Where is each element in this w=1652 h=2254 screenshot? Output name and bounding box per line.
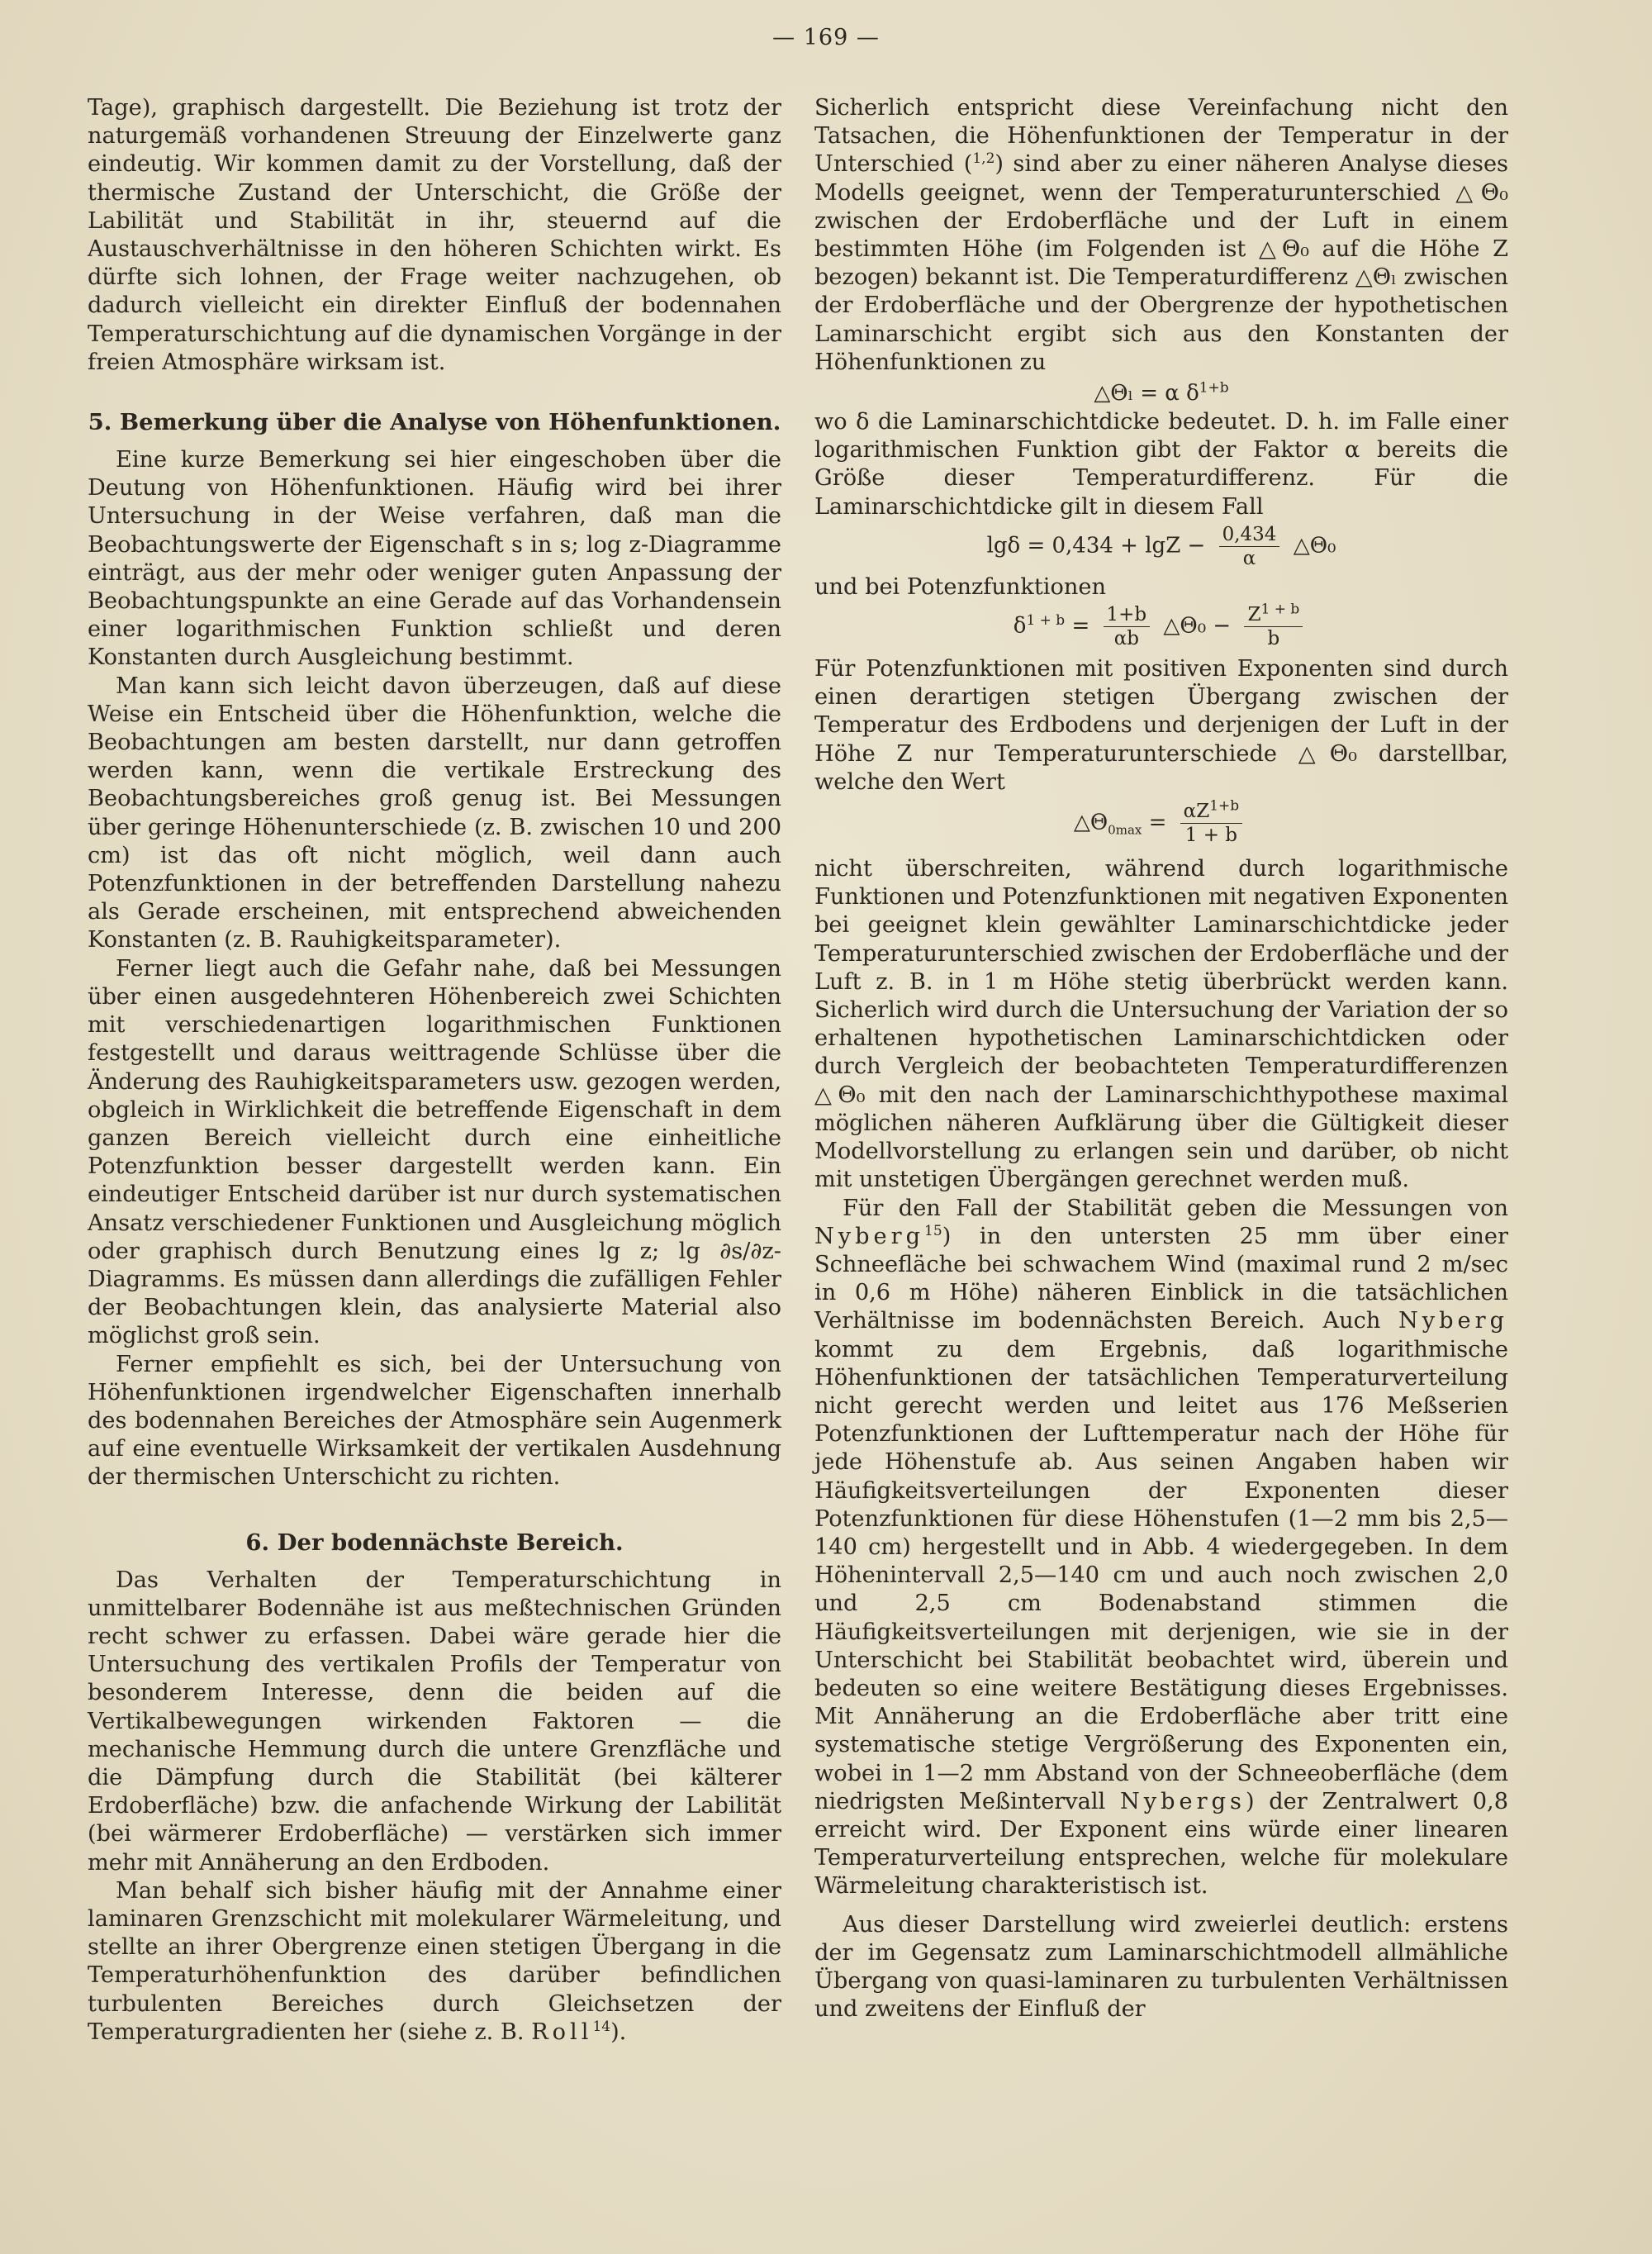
fraction-numerator (1244, 603, 1303, 627)
formula-exponent: 1 + b (1260, 601, 1300, 618)
formula-laminar-thickness-log (814, 523, 1508, 570)
paragraph: und bei Potenzfunktionen (814, 573, 1106, 600)
formula-fraction (1180, 797, 1242, 847)
author-name: Nyberg (814, 1223, 925, 1249)
formula-exponent: 1+b (1199, 379, 1229, 397)
paragraph-text: Man behalf sich bisher häufig mit der Annahme einer laminaren Grenzschicht mit molekularer Wärmeleitung, und stellte an ihrer Obergrenze einen stetigen Übergang in die Temperaturhöhenfunktion des darüber befindlichen turbulenten Bereiches durch Gleichsetzen der Temperaturgradienten her (siehe z. B. (88, 1877, 781, 2045)
formula-subscript: 0max (1108, 822, 1142, 838)
fraction-numerator: 0,434 (1219, 523, 1280, 547)
fraction-denominator: 1 + b (1184, 825, 1238, 847)
author-name: Nybergs (1119, 1788, 1246, 1814)
formula-fraction (1244, 603, 1303, 650)
numerator-base: Z (1247, 604, 1261, 626)
formula-exponent: 1 + b (1026, 611, 1066, 629)
paragraph-text: ) der Zentralwert 0,8 erreicht wird. Der Exponent eins würde einer linearen Temperaturverteilung entsprechen, welche für molekulare Wärmeleitung charakteristisch ist. (814, 1788, 1508, 1900)
fraction-denominator: αb (1113, 628, 1139, 650)
author-name: Roll (531, 2019, 593, 2045)
paragraph-text: Für den Fall der Stabilität geben die Messungen von (843, 1195, 1508, 1221)
formula-rhs: △Θ₀ (1293, 533, 1336, 559)
paragraph-text: ) in den untersten 25 mm über einer Schneefläche bei schwachem Wind (maximal rund 2 m/sec in 0,6 m Höhe) näheren Einblick in die tatsächlichen Verhältnisse im bodennächsten Bereich. Auch (814, 1223, 1508, 1334)
paragraph: Ferner liegt auch die Gefahr nahe, daß bei Messungen über einen ausgedehnteren Höhenbereich zwei Schichten mit verschiedenartigen logarithmischen Funktionen festgestellt und daraus weittragende Schlüsse über die Änderung des Rauhigkeitsparameters usw. gezogen werden, obgleich in Wirklichkeit die betreffende Eigenschaft in dem ganzen Bereich vielleicht durch eine einheitliche Potenzfunktion besser dargestellt werden kann. Ein eindeutiger Entscheid darüber ist nur durch systematischen Ansatz verschiedener Funktionen und Ausgleichung möglich oder graphisch durch Benutzung eines lg z; lg ∂s/∂z-Diagramms. Es müssen dann allerdings die zufälligen Fehler der Beobachtungen klein, das analysierte Material also möglichst groß sein. (88, 955, 781, 1349)
paragraph (814, 94, 1508, 377)
paragraph-text: ) sind aber zu einer näheren Analyse dieses Modells geeignet, wenn der Temperaturunterschied △Θ₀ zwischen der Erdoberfläche und der Luft in einem bestimmten Höhe (im Folgenden ist △Θ₀ auf die Höhe Z bezogen) bekannt ist. Die Temperaturdifferenz △Θₗ zwischen der Erdoberfläche und der Obergrenze der hypothetischen Laminarschicht ergibt sich aus den Konstanten der Höhenfunktionen zu (814, 151, 1508, 375)
formula-fraction (1104, 603, 1151, 650)
reference-number: 15 (924, 1222, 942, 1239)
page-number: — 169 — (772, 25, 880, 50)
paragraph: Für Potenzfunktionen mit positiven Exponenten sind durch einen derartigen stetigen Übergang zwischen der Temperatur des Erdbodens und derjenigen der Luft in der Höhe Z nur Temperaturunterschiede △Θ₀ darstellbar, welche den Wert (814, 656, 1508, 795)
paragraph-text: Sicherlich entspricht diese Vereinfachung nicht den Tatsachen, die Höhenfunktionen der Temperatur in der Unterschied ( (814, 95, 1508, 178)
formula-laminar-thickness-power (814, 603, 1508, 650)
paragraph: Eine kurze Bemerkung sei hier eingeschoben über die Deutung von Höhenfunktionen. Häufig wird bei ihrer Untersuchung in der Weise verfahren, daß man die Beobachtungswerte der Eigenschaft s in s; log z-Diagramme einträgt, aus der mehr oder weniger guten Anpassung der Beobachtungspunkte an eine Gerade auf das Vorhandensein einer logarithmischen Funktion schließt und deren Konstanten durch Ausgleichung bestimmt. (88, 447, 781, 671)
paragraph (88, 1877, 781, 2047)
paragraph: Ferner empfiehlt es sich, bei der Untersuchung von Höhenfunktionen irgendwelcher Eigenschaften innerhalb des bodennahen Bereiches der Atmosphäre sein Augenmerk auf eine eventuelle Wirksamkeit der vertikalen Ausdehnung der thermischen Unterschicht zu richten. (88, 1351, 781, 1491)
section-6-heading: 6. Der bodennächste Bereich. (245, 1529, 624, 1556)
formula-equals: = (1148, 810, 1167, 835)
paragraph: Tage), graphisch dargestellt. Die Beziehung ist trotz der naturgemäß vorhandenen Streuung der Einzelwerte ganz eindeutig. Wir kommen damit zu der Vorstellung, daß der thermische Zustand der Unterschicht, die Größe der Labilität und Stabilität in ihr, steuernd auf die Austauschverhältnisse in den höheren Schichten wirkt. Es dürfte sich lohnen, der Frage weiter nachzugehen, ob dadurch vielleicht ein direkter Einfluß der bodennahen Temperaturschichtung auf die dynamischen Vorgänge in der freien Atmosphäre wirksam ist. (88, 95, 781, 375)
section-5-heading: 5. Bemerkung über die Analyse von Höhenfunktionen. (88, 409, 781, 436)
formula-exponent: 1+b (1209, 797, 1240, 815)
reference-number: 14 (592, 2018, 611, 2035)
fraction-numerator: 1+b (1104, 603, 1151, 627)
formula-lhs: △Θₗ = α δ (1094, 381, 1199, 407)
paragraph: nicht überschreiten, während durch logarithmische Funktionen und Potenzfunktionen mit negativen Exponenten bei geeignet klein gewählter Laminarschichtdicke jeder Temperaturunterschied zwischen der Erdoberfläche und der Luft z. B. in 1 m Höhe stetig überbrückt werden kann. Sicherlich wird durch die Untersuchung der Variation der so erhaltenen hypothetischen Laminarschichtdicken oder durch Vergleich der beobachteten Temperaturdifferenzen △Θ₀ mit den nach der Laminarschichthypothese maximal möglichen näheren Aufklärung über die Gültigkeit dieser Modellvorstellung zu erlangen sein und darüber, ob nicht mit unstetigen Übergängen gerechnet werden muß. (814, 856, 1508, 1193)
author-name: Nyberg (1398, 1308, 1508, 1334)
formula-equals: = (1071, 613, 1090, 639)
paragraph: Das Verhalten der Temperaturschichtung in unmittelbarer Bodennähe ist aus meßtechnischen Gründen recht schwer zu erfassen. Dabei wäre gerade hier die Untersuchung des vertikalen Profils der Temperatur von besonderem Interesse, denn die beiden auf die Vertikalbewegungen wirkenden Faktoren — die mechanische Hemmung durch die untere Grenzfläche und die Dämpfung durch die Stabilität (bei kälterer Erdoberfläche) bzw. die anfachende Wirkung der Labilität (bei wärmerer Erdoberfläche) — verstärken sich immer mehr mit Annäherung an den Erdboden. (88, 1567, 781, 1876)
formula-fraction (1219, 523, 1280, 570)
fraction-numerator (1180, 797, 1242, 824)
reference-number: 1,2 (972, 150, 995, 168)
paragraph-text: kommt zu dem Ergebnis, daß logarithmische Höhenfunktionen der tatsächlichen Temperaturverteilung nicht gerecht werden und leitet aus 176 Meßserien Potenzfunktionen der Lufttemperatur nach der Höhe für jede Höhenstufe ab. Aus seinen Angaben haben wir Häufigkeitsverteilungen der Exponenten dieser Potenzfunktionen für diese Höhenstufen (1—2 mm bis 2,5—140 cm) hergestellt und in Abb. 4 wiedergegeben. In dem Höhenintervall 2,5—140 cm und auch noch zwischen 2,0 und 2,5 cm Bodenabstand stimmen die Häufigkeitsverteilungen mit derjenigen, wie sie in der Unterschicht bei Stabilität beobachtet wird, überein und bedeuten so eine weitere Bestätigung dieses Ergebnisses. Mit Annäherung an die Erdoberfläche aber tritt eine systematische stetige Vergrößerung des Exponenten ein, wobei in 1—2 mm Abstand von der Schneeoberfläche (dem niedrigsten Meßintervall (814, 1336, 1508, 1814)
paragraph: Aus dieser Darstellung wird zweierlei deutlich: erstens der im Gegensatz zum Laminarschichtmodell allmähliche Übergang von quasi-laminaren zu turbulenten Verhältnissen und zweitens der Einfluß der (814, 1911, 1508, 2023)
paragraph: Man kann sich leicht davon überzeugen, daß auf diese Weise ein Entscheid über die Höhenfunktion, welche die Beobachtungen am besten darstellt, nur dann getroffen werden kann, wenn die vertikale Erstreckung des Beobachtungsbereiches groß genug ist. Bei Messungen über geringe Höhenunterschiede (z. B. zwischen 10 und 200 cm) ist das oft nicht möglich, weil dann auch Potenzfunktionen in der betreffenden Darstellung nahezu als Gerade erscheinen, mit entsprechend abweichenden Konstanten (z. B. Rauhigkeitsparameter). (88, 673, 781, 953)
formula-lhs: lgδ = 0,434 + lgZ − (986, 533, 1206, 559)
paragraph: wo δ die Laminarschichtdicke bedeutet. D. h. im Falle einer logarithmischen Funktion gibt der Faktor α bereits die Größe dieser Temperaturdifferenz. Für die Laminarschichtdicke gilt in diesem Fall (814, 409, 1508, 520)
fraction-denominator: α (1242, 547, 1256, 569)
fraction-denominator: b (1267, 628, 1280, 650)
formula-lhs: δ (1013, 613, 1027, 639)
numerator-base: αZ (1183, 801, 1210, 823)
left-column (88, 94, 781, 2047)
formula-max-temp-difference (814, 797, 1508, 847)
formula-middle: △Θ₀ − (1163, 613, 1232, 639)
right-column (814, 94, 1508, 2023)
formula-laminar-temp-difference (814, 380, 1508, 407)
paragraph (814, 1195, 1508, 1901)
formula-lhs: △Θ (1073, 810, 1108, 835)
paragraph-text: ). (610, 2019, 627, 2045)
